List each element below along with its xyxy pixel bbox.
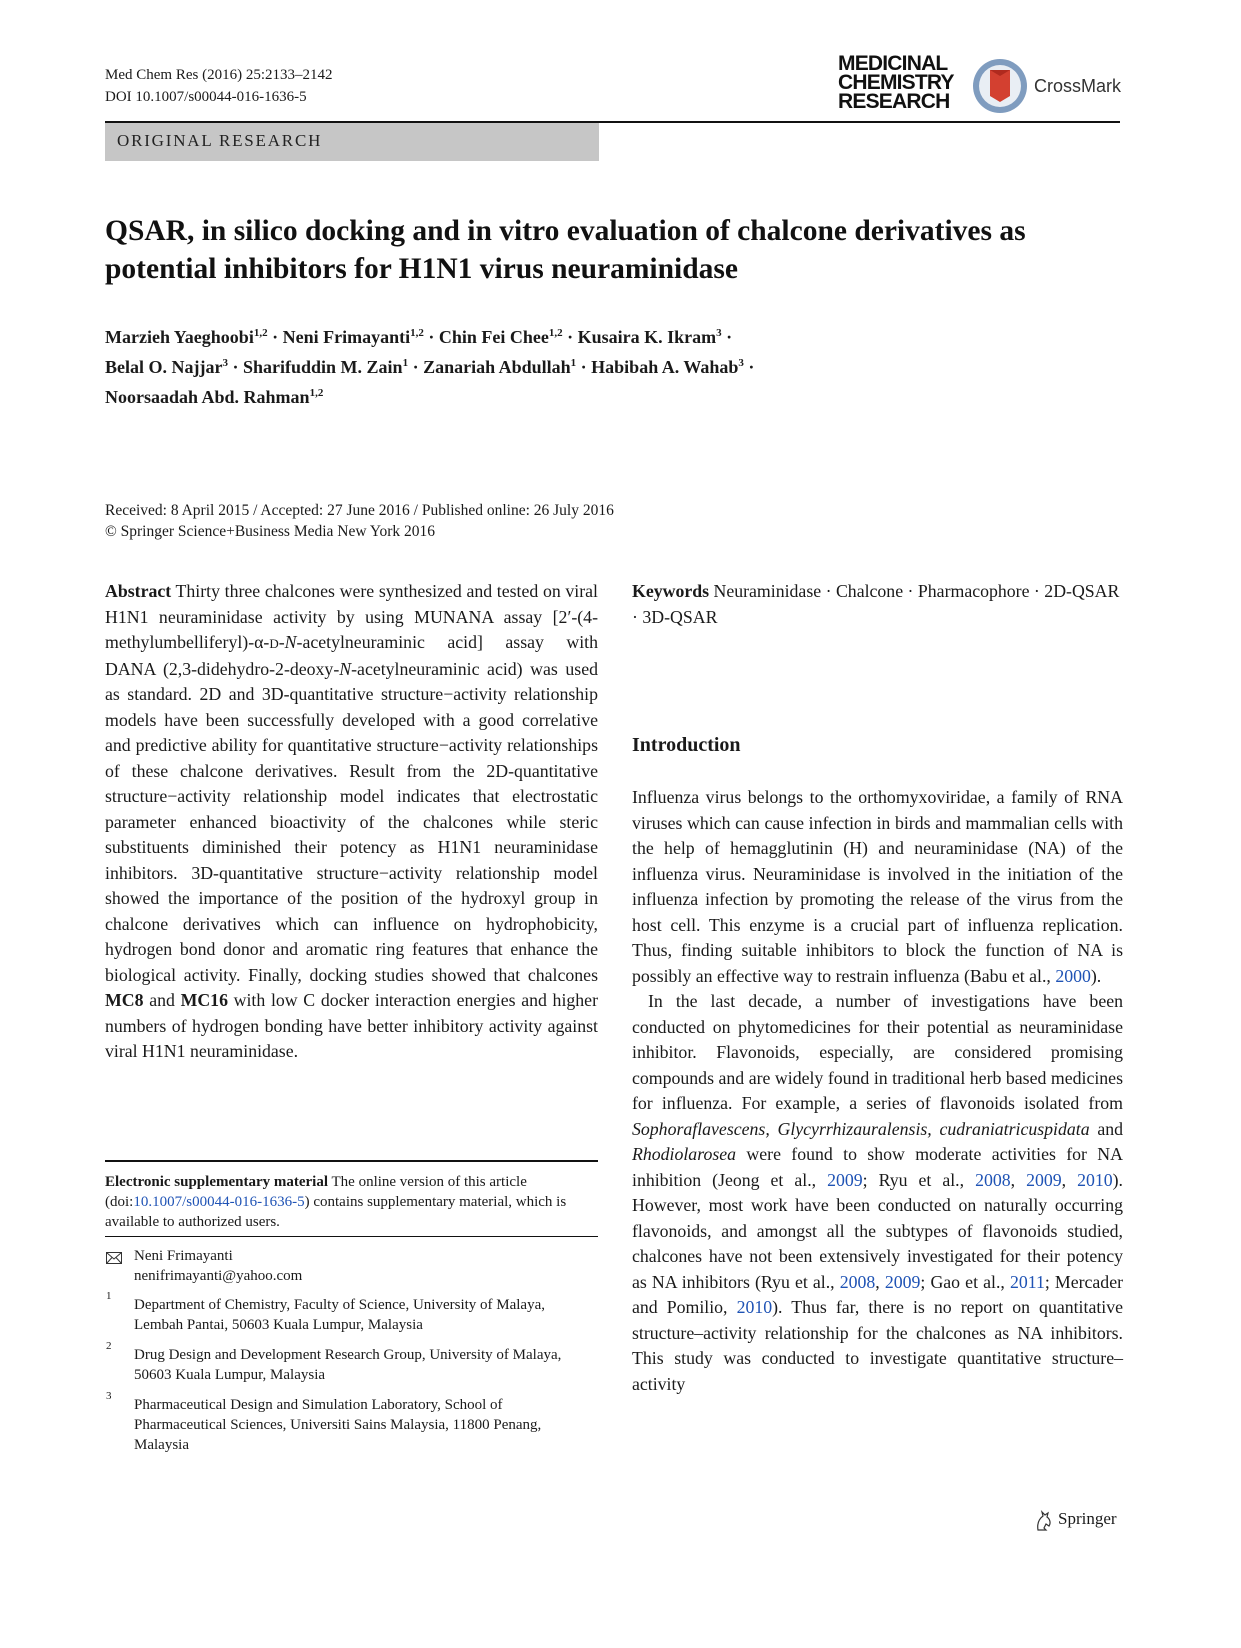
- publisher-name: Springer: [1058, 1509, 1117, 1528]
- abstract-text: with low C docker interaction energies and higher numbers of hydrogen bonding have better inhibitory activity against viral H1N1 neuraminidase.: [105, 990, 598, 1061]
- supplementary-note: [105, 1172, 598, 1232]
- affiliation-text: Department of Chemistry, Faculty of Science, University of Malaya, Lembah Pantai, 50603 Kuala Lumpur, Malaysia: [134, 1297, 545, 1333]
- author-affiliation: 1,2: [253, 327, 268, 339]
- intro-text: ,: [1010, 1169, 1027, 1190]
- supplementary-text: The online version of this article (doi:: [105, 1174, 527, 1210]
- author-name: Neni Frimayanti: [282, 327, 411, 347]
- intro-text: ,: [875, 1271, 885, 1292]
- abstract: [105, 579, 598, 1065]
- supplementary-label: Electronic supplementary material: [105, 1174, 329, 1190]
- author-separator: ·: [423, 327, 439, 347]
- envelope-icon: [106, 1252, 122, 1264]
- crossmark-label[interactable]: CrossMark: [1034, 76, 1122, 96]
- species-names: Sophoraflavescens, Glycyrrhizauralensis, cudraniatricuspidata: [632, 1118, 1090, 1139]
- affiliation-text: Drug Design and Development Research Group, University of Malaya, 50603 Kuala Lumpur, Malaysia: [134, 1347, 562, 1383]
- affiliation-number: 2: [106, 1340, 112, 1352]
- citation-link[interactable]: 2009: [1026, 1169, 1062, 1190]
- crossmark-icon[interactable]: [970, 56, 1030, 116]
- author-affiliation: 3: [716, 327, 722, 339]
- intro-text: were found to show moderate activities for NA inhibition (Jeong et al.,: [632, 1144, 1123, 1190]
- intro-text: ,: [1061, 1169, 1078, 1190]
- citation-link[interactable]: 2010: [1077, 1169, 1113, 1190]
- journal-citation: [105, 64, 332, 108]
- springer-horse-icon: [1034, 1510, 1054, 1532]
- intro-text: and: [1089, 1118, 1123, 1139]
- abstract-text: -: [278, 632, 285, 652]
- intro-text: ). Thus far, there is no report on quantitative structure–activity relationship for the chalcones as NA inhibitors. This study was conducted to investigate quantitative structure–activity: [632, 1297, 1123, 1394]
- compound-mc8: MC8: [105, 990, 144, 1010]
- species-names: Rhodiolarosea: [632, 1144, 737, 1164]
- citation-link[interactable]: 2009: [827, 1169, 863, 1190]
- author-name: Marzieh Yaeghoobi: [105, 327, 254, 347]
- abstract-text: and: [143, 990, 181, 1010]
- intro-text: ; Gao et al.,: [920, 1271, 1010, 1292]
- intro-paragraph-2: [632, 989, 1123, 1397]
- author-line-2: [105, 350, 1105, 380]
- logo-line-1: MEDICINAL: [838, 52, 948, 75]
- author-name: Kusaira K. Ikram: [577, 327, 717, 347]
- abstract-text: -acetylneuraminic acid] assay with DANA (2,3-didehydro-2-deoxy-: [105, 632, 598, 679]
- abstract-text: -acetylneuraminic acid) was used as standard. 2D and 3D-quantitative structure−activity relationship models have been successfully developed with a good correlative and predictive ability for quantitative structure−activity relationships of these chalcone derivatives. Result from the 2D-quantitative structure−activity relationship model indicates that electrostatic parameter enhanced bioactivity of the chalcones while steric substituents diminished their potency as H1N1 neuraminidase inhibitors. 3D-quantitative structure−activity relationship model showed the importance of the position of the hydroxyl group in chalcone derivatives which can influence on hydrophobicity, hydrogen bond donor and aromatic ring features that enhance the biological activity. Finally, docking studies showed that chalcones: [105, 658, 599, 985]
- author-affiliation: 1: [570, 357, 577, 369]
- author-separator: ·: [721, 327, 733, 347]
- abstract-text: D: [269, 636, 279, 651]
- intro-text: ). However, most work have been conducted on naturally occurring flavonoids, and amongst all the subtypes of flavonoids studied, chalcones have not been extensively investigated for their potency as NA inhibitors (Ryu et al.,: [632, 1169, 1123, 1292]
- copyright-line: © Springer Science+Business Media New York 2016: [105, 523, 436, 540]
- intro-text: Influenza virus belongs to the orthomyxoviridae, a family of RNA viruses which can cause infection in birds and mammalian cells with the help of hemagglutinin (H) and neuraminidase (NA) of the influenza virus. Neuraminidase is involved in the initiation of the influenza infection by promoting the release of the virus from the host cell. This enzyme is a crucial part of influenza replication. Thus, finding suitable inhibitors to block the function of NA is possibly an effective way to restrain influenza (Babu et al.,: [632, 787, 1123, 986]
- citation-link[interactable]: 2008: [839, 1271, 876, 1292]
- author-affiliation: 1,2: [309, 387, 324, 399]
- author-separator: ·: [562, 327, 578, 347]
- affiliation-text: Pharmaceutical Design and Simulation Laboratory, School of Pharmaceutical Sciences, Universiti Sains Malaysia, 11800 Penang, Malaysia: [134, 1397, 542, 1453]
- logo-line-3: RESEARCH: [838, 90, 950, 113]
- author-name: Belal O. Najjar: [105, 357, 223, 377]
- author-affiliation: 1,2: [410, 327, 424, 339]
- author-line-1: [105, 320, 1105, 350]
- journal-logo-text: [838, 54, 954, 111]
- compound-mc16: MC16: [180, 990, 228, 1010]
- author-affiliation: 1,2: [548, 327, 563, 339]
- citation-link[interactable]: 2009: [884, 1271, 921, 1292]
- paper-title: QSAR, in silico docking and in vitro evaluation of chalcone derivatives as potential inhibitors for H1N1 virus neuraminidase: [105, 215, 1026, 285]
- citation-link[interactable]: 2008: [975, 1169, 1011, 1190]
- introduction-body: [632, 785, 1123, 1397]
- correspondence-rule: [105, 1236, 598, 1237]
- affiliation-number: 1: [106, 1290, 112, 1302]
- abstract-text: Thirty three chalcones were synthesized and tested on viral H1N1 neuraminidase activity by using MUNANA assay [2′-(4-methylumbelliferyl)-α-: [105, 581, 598, 652]
- author-separator: ·: [267, 327, 283, 347]
- journal-line: Med Chem Res (2016) 25:2133–2142: [105, 67, 333, 83]
- logo-line-2: CHEMISTRY: [838, 71, 954, 94]
- supplementary-doi-link[interactable]: 10.1007/s00044-016-1636-5: [133, 1194, 305, 1210]
- author-name: Habibah A. Wahab: [591, 357, 739, 377]
- abstract-italic: N: [284, 632, 297, 652]
- keywords-text: Neuraminidase · Chalcone · Pharmacophore · 2D-QSAR · 3D-QSAR: [632, 581, 1120, 627]
- section-label: ORIGINAL RESEARCH: [117, 131, 323, 150]
- citation-link[interactable]: 2000: [1055, 965, 1091, 986]
- supplementary-text: ) contains supplementary material, which is available to authorized users.: [105, 1194, 567, 1230]
- author-name: Sharifuddin M. Zain: [243, 357, 403, 377]
- citation-link[interactable]: 2011: [1009, 1271, 1045, 1292]
- keywords-label: Keywords: [632, 581, 710, 601]
- author-affiliation: 1: [402, 357, 409, 369]
- author-separator: ·: [743, 357, 755, 377]
- correspondence: [134, 1246, 302, 1286]
- dates-line: Received: 8 April 2015 / Accepted: 27 June 2016 / Published online: 26 July 2016: [105, 502, 614, 519]
- author-affiliation: 3: [222, 357, 228, 369]
- abstract-italic: N: [339, 658, 352, 679]
- author-line-3: [105, 380, 1105, 410]
- intro-text: ; Ryu et al.,: [862, 1169, 976, 1190]
- keywords: [632, 579, 1123, 630]
- intro-text: ; Mercader and Pomilio,: [632, 1271, 1124, 1317]
- affiliation-number: 3: [106, 1390, 112, 1402]
- abstract-label: Abstract: [105, 581, 172, 601]
- intro-text: ).: [1090, 965, 1102, 986]
- intro-text: In the last decade, a number of investigations have been conducted on phytomedicines for their potential as neuraminidase inhibitor. Flavonoids, especially, are considered promising compounds and are widely found in traditional herb based medicines for influenza. For example, a series of flavonoids isolated from: [632, 991, 1123, 1113]
- author-list: [105, 320, 1105, 410]
- correspondence-name: Neni Frimayanti: [134, 1248, 233, 1264]
- doi-line: DOI 10.1007/s00044-016-1636-5: [105, 89, 307, 105]
- introduction-heading: Introduction: [632, 734, 741, 756]
- supplementary-rule: [105, 1160, 598, 1162]
- author-separator: ·: [227, 357, 243, 377]
- author-separator: ·: [408, 357, 424, 377]
- author-name: Zanariah Abdullah: [423, 357, 571, 377]
- author-separator: ·: [576, 357, 592, 377]
- intro-paragraph-1: [632, 785, 1123, 989]
- publication-dates: [105, 500, 614, 542]
- citation-link[interactable]: 2010: [736, 1297, 773, 1317]
- author-affiliation: 3: [738, 357, 744, 369]
- author-name: Chin Fei Chee: [438, 327, 549, 347]
- correspondence-email[interactable]: nenifrimayanti@yahoo.com: [134, 1268, 303, 1284]
- author-name: Noorsaadah Abd. Rahman: [105, 387, 310, 407]
